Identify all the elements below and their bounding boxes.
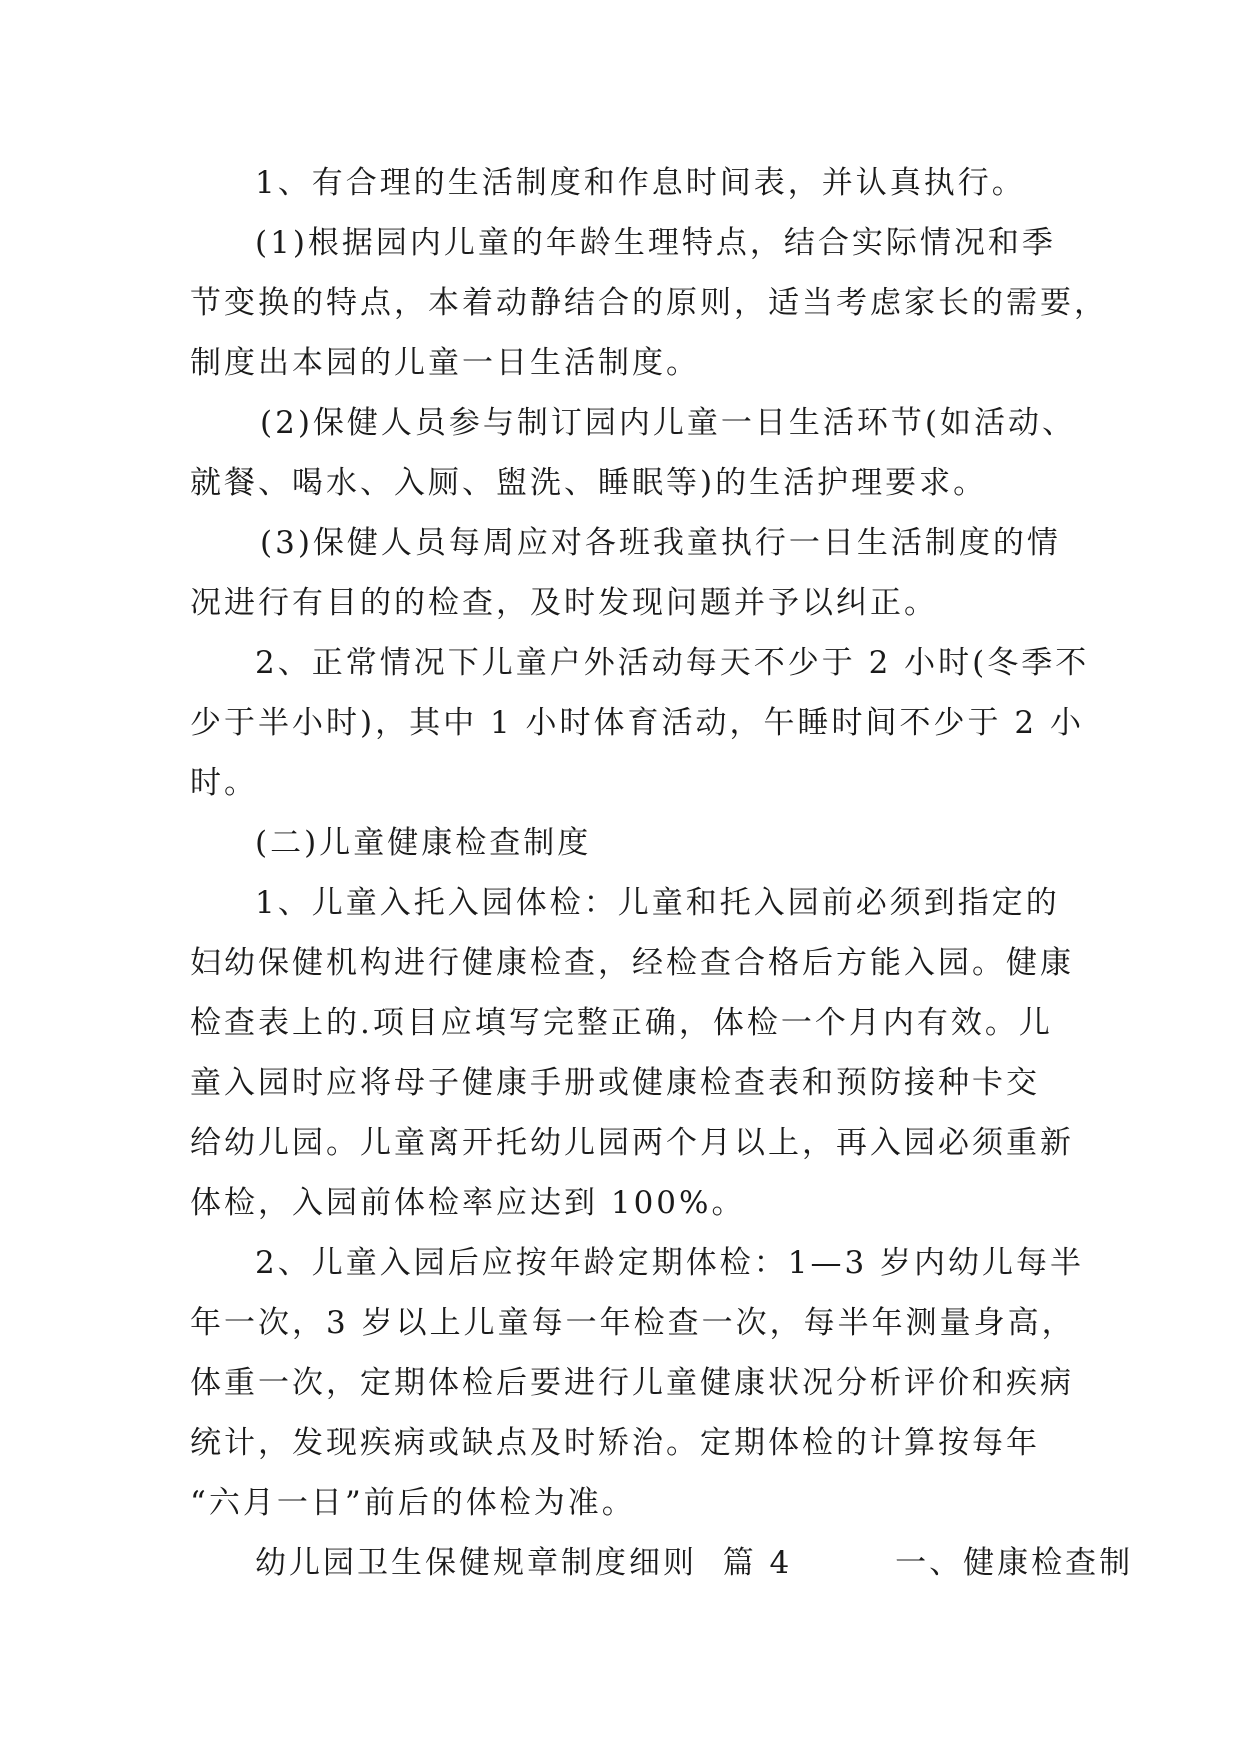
text-line: 检查表上的.项目应填写完整正确，体检一个月内有效。儿	[190, 1005, 1053, 1041]
text-line: 时。	[190, 765, 258, 801]
text-line: 节变换的特点，本着动静结合的原则，适当考虑家长的需要，	[190, 285, 1108, 321]
text-line: “六月一日”前后的体检为准。	[190, 1485, 636, 1521]
text-line: 制度出本园的儿童一日生活制度。	[190, 345, 700, 381]
text-line: 给幼儿园。儿童离开托幼儿园两个月以上，再入园必须重新	[190, 1125, 1074, 1161]
text-line: 体重一次，定期体检后要进行儿童健康状况分析评价和疾病	[190, 1365, 1074, 1401]
text-line: 年一次，3 岁以上儿童每一年检查一次，每半年测量身高，	[190, 1305, 1076, 1341]
section-heading: (二)儿童健康检查制度	[255, 825, 592, 861]
text-line: 童入园时应将母子健康手册或健康检查表和预防接种卡交	[190, 1065, 1040, 1101]
text-line: 体检，入园前体检率应达到 100%。	[190, 1185, 746, 1221]
text-line: 1、有合理的生活制度和作息时间表，并认真执行。	[255, 165, 1026, 201]
text-line: 2、正常情况下儿童户外活动每天不少于 2 小时(冬季不	[255, 645, 1090, 681]
text-line: 况进行有目的的检查，及时发现问题并予以纠正。	[190, 585, 938, 621]
text-line: 1、儿童入托入园体检：儿童和托入园前必须到指定的	[255, 885, 1060, 921]
section-title-line: 幼儿园卫生保健规章制度细则 篇 4 一、健康检查制	[255, 1545, 1134, 1581]
text-line: (3)保健人员每周应对各班我童执行一日生活制度的情	[260, 525, 1061, 561]
text-line: 妇幼保健机构进行健康检查，经检查合格后方能入园。健康	[190, 945, 1074, 981]
text-line: (2)保健人员参与制订园内儿童一日生活环节(如活动、	[260, 405, 1077, 441]
text-line: (1)根据园内儿童的年龄生理特点，结合实际情况和季	[255, 225, 1056, 261]
text-line: 就餐、喝水、入厕、盥洗、睡眠等)的生活护理要求。	[190, 465, 988, 501]
text-line: 少于半小时)，其中 1 小时体育活动，午睡时间不少于 2 小	[190, 705, 1084, 741]
text-line: 2、儿童入园后应按年龄定期体检：1—3 岁内幼儿每半	[255, 1245, 1085, 1281]
text-line: 统计，发现疾病或缺点及时矫治。定期体检的计算按每年	[190, 1425, 1040, 1461]
